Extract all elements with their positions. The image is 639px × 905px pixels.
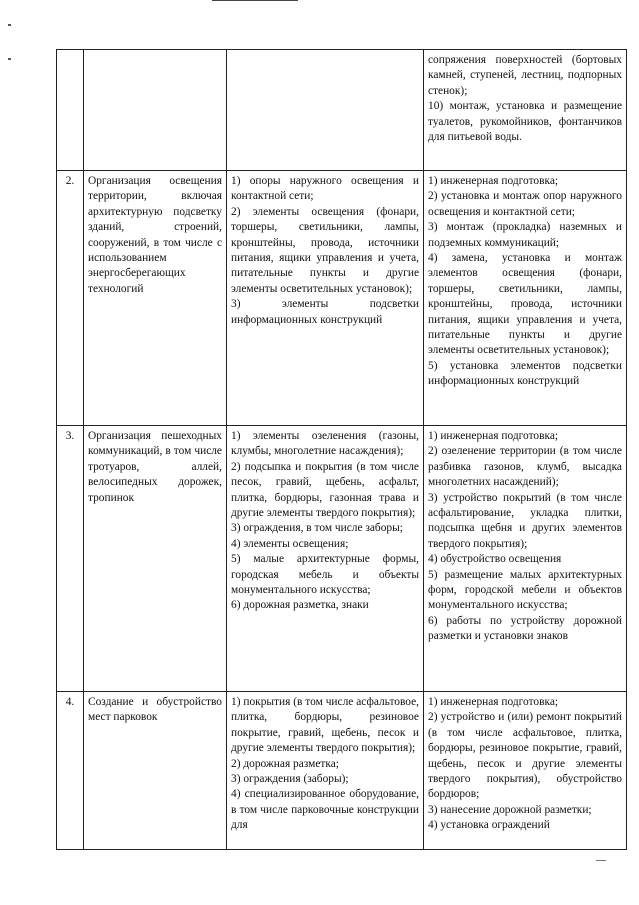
table-row: [57, 692, 627, 850]
row-elements-cell: [227, 692, 424, 850]
work-item: 3) монтаж (прокладка) наземных и подземных коммуникаций;: [428, 221, 622, 249]
work-item: 2) устройство и (или) ремонт покрытий (в том числе асфальтовое, плитка, бордюры, резиновое покрытие, гравий, щебень, песок и другие элементы твердого покрытия), обустройство бордюров;: [428, 711, 622, 801]
table-row: [57, 171, 627, 426]
row-name-text: Организация освещения территории, включая архитектурную подсветку зданий, строений, сооружений, в том числе с использованием энергосберегающих технологий: [88, 175, 222, 295]
table-body: [57, 50, 627, 850]
element-item: 4) специализированное оборудование, в том числе парковочные конструкции для: [231, 788, 419, 832]
work-item: 1) инженерная подготовка;: [428, 430, 559, 442]
row-name-text: Создание и обустройство мест парковок: [88, 696, 222, 724]
element-item: 2) подсыпка и покрытия (в том числе песок, гравий, щебень, асфальт, плитка, бордюры, газонная трава и другие элементы твердого покрытия);: [231, 460, 419, 520]
row-name-cell: [84, 426, 227, 692]
row-elements-cell: [227, 171, 424, 426]
row-elements-cell: [227, 426, 424, 692]
element-item: 3) ограждения (заборы);: [231, 773, 349, 786]
work-item: 3) нанесение дорожной разметки;: [428, 803, 592, 816]
element-item: 3) ограждения, в том числе заборы;: [231, 522, 403, 535]
scan-mark: [8, 58, 11, 60]
element-item: 1) покрытия (в том числе асфальтовое, плитка, бордюры, резиновое покрытие, гравий, щебень, песок и другие элементы твердого покрытия);: [231, 696, 419, 755]
table-row: [57, 426, 627, 692]
work-item: 1) инженерная подготовка;: [428, 696, 559, 708]
row-number-cell: 4.: [57, 692, 84, 850]
improvement-works-table: [56, 49, 627, 850]
work-item: 5) размещение малых архитектурных форм, городской мебели и объектов монументального искусства;: [428, 568, 622, 612]
row-name-cell: [84, 171, 227, 426]
row-name-cell: [84, 692, 227, 850]
row-works-cell: [424, 50, 627, 171]
row-elements-cell: [227, 50, 424, 171]
table-row: [57, 50, 627, 171]
work-item: 4) замена, установка и монтаж элементов освещения (фонари, торшеры, светильники, лампы, кронштейны, провода, источники питания, ящики управления и учета, питательные пункты и другие элементы осветительных установок);: [428, 252, 622, 357]
row-works-cell: [424, 692, 627, 850]
row-number-cell: 2.: [57, 171, 84, 426]
row-number-cell: 3.: [57, 426, 84, 692]
row-works-cell: [424, 426, 627, 692]
row-name-text: Организация пешеходных коммуникаций, в том числе тротуаров, аллей, велосипедных дорожек, тропинок: [88, 430, 222, 504]
work-item: 6) работы по устройству дорожной разметки и установки знаков: [428, 614, 622, 643]
work-item: 10) монтаж, установка и размещение туалетов, рукомойников, фонтанчиков для питьевой воды.: [428, 100, 622, 144]
element-item: 1) опоры наружного освещения и контактной сети;: [231, 175, 419, 203]
work-item: 4) установка ограждений: [428, 819, 550, 832]
scan-artifact-line: [212, 0, 298, 1]
work-item: сопряжения поверхностей (бортовых камней, ступеней, лестниц, подпорных стенок);: [428, 54, 622, 97]
work-item: 1) инженерная подготовка;: [428, 175, 559, 187]
element-item: 1) элементы озеленения (газоны, клумбы, многолетние насаждения);: [231, 430, 419, 458]
row-number-cell: [57, 50, 84, 171]
work-item: 3) устройство покрытий (в том числе асфальтирование, укладка плитки, подсыпка щебня и других элементов твердого покрытия);: [428, 491, 622, 550]
row-works-cell: [424, 171, 627, 426]
element-item: 3) элементы подсветки информационных конструкций: [231, 298, 419, 326]
work-item: 2) установка и монтаж опор наружного освещения и контактной сети;: [428, 190, 622, 218]
element-item: 2) элементы освещения (фонари, торшеры, светильники, лампы, кронштейны, провода, источники питания, ящики управления и учета, питательные пункты и другие элементы осветительных установок);: [231, 205, 419, 295]
element-item: 5) малые архитектурные формы, городская мебель и объекты монументального искусства;: [231, 553, 419, 597]
element-item: 6) дорожная разметка, знаки: [231, 599, 369, 612]
element-item: 2) дорожная разметка;: [231, 757, 339, 770]
work-item: 4) обустройство освещения: [428, 553, 562, 566]
scan-mark: [596, 860, 606, 861]
work-item: 2) озеленение территории (в том числе разбивка газонов, клумб, высадка многолетних насаждений);: [428, 445, 622, 489]
row-name-cell: [84, 50, 227, 171]
work-item: 5) установка элементов подсветки информационных конструкций: [428, 359, 622, 388]
scan-mark: [8, 24, 11, 26]
element-item: 4) элементы освещения;: [231, 537, 349, 550]
